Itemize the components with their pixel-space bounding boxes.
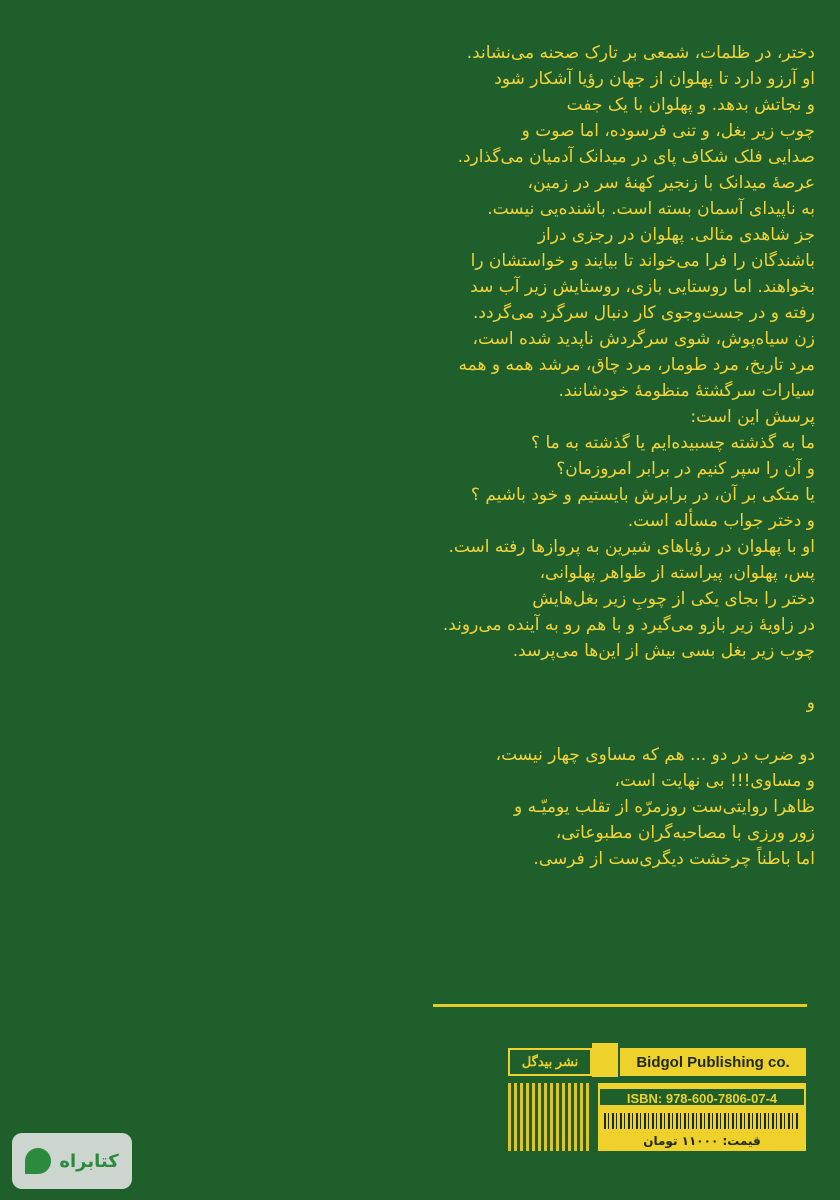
text-line: دختر را بجای یکی از چوبِ زیر بغل‌هایش <box>532 589 815 609</box>
text-line: پس، پهلوان، پیراسته از ظواهر پهلوانی، <box>539 563 815 583</box>
text-line: او آرزو دارد تا پهلوان از جهان رؤیا آشکار شود <box>494 69 815 89</box>
separator-word: و <box>806 693 815 713</box>
back-cover-text <box>25 40 815 872</box>
text-line: و دختر جواب مسأله است. <box>627 511 815 531</box>
watermark-text: کتابراه <box>59 1150 119 1172</box>
text-line: در زاویهٔ زیر بازو می‌گیرد و با هم رو به آینده می‌روند. <box>442 615 815 635</box>
text-line: مرد تاریخ، مرد طومار، مرد چاق، مرشد همه و همه <box>458 355 815 375</box>
text-line: و مساوی!!! بی نهایت است، <box>614 771 815 791</box>
text-line: جز شاهدی مثالی. پهلوان در رجزی دراز <box>537 225 815 245</box>
text-line: پرسش این است: <box>690 407 815 427</box>
text-line: اما باطناً چرخشت دیگری‌ست از فرسی. <box>533 849 815 869</box>
text-line: ظاهرا روایتی‌ست روزمرّه از تقلب یومیّـه و <box>514 797 815 817</box>
text-line: باشندگان را فرا می‌خواند تا بیایند و خواستشان را <box>470 251 815 271</box>
text-line: ما به گذشته چسبیده‌ایم یا گذشته به ما ؟ <box>531 433 815 453</box>
text-line: زور ورزی با مصاحبه‌گران مطبوعاتی، <box>555 823 815 843</box>
text-line: رفته و در جست‌وجوی کار دنبال سرگرد می‌گردد. <box>473 303 815 323</box>
text-line: به ناپیدای آسمان بسته است. باشنده‌یی نیست. <box>487 199 815 219</box>
spacer <box>25 716 815 742</box>
text-line: زن سیاه‌پوش، شوی سرگردش ناپدید شده است، <box>472 329 815 349</box>
decorative-stripes <box>508 1083 592 1151</box>
publisher-name-fa: نشر بیدگل <box>508 1048 592 1076</box>
text-line: و آن را سپر کنیم در برابر امروزمان؟ <box>556 459 815 479</box>
text-line: و نجاتش بدهد. و پهلوان با یک جفت <box>566 95 815 115</box>
text-line: سیارات سرگشتهٔ منظومهٔ خودشانند. <box>558 381 815 401</box>
publisher-imprint <box>508 1043 806 1153</box>
text-line: صدایی فلک شکاف پای در میدانک آدمیان می‌گذارد. <box>457 147 815 167</box>
text-line: یا متکی بر آن، در برابرش بایستیم و خود باشیم ؟ <box>470 485 815 505</box>
text-line: عرصهٔ میدانک با زنجیر کهنهٔ سر در زمین، <box>527 173 815 193</box>
publisher-logo-icon <box>592 1043 618 1077</box>
text-line: دو ضرب در دو ... هم که مساوی چهار نیست، <box>495 745 815 765</box>
text-line: بخواهند. اما روستایی بازی، روستایش زیر آب سد <box>470 277 815 297</box>
divider-rule <box>433 1004 807 1007</box>
publisher-name-en: Bidgol Publishing co. <box>620 1048 806 1076</box>
text-line: دختر، در ظلمات، شمعی بر تارک صحنه می‌نشاند. <box>466 43 815 63</box>
text-line: او با پهلوان در رؤیاهای شیرین به پروازها رفته است. <box>448 537 815 557</box>
watermark-logo-icon <box>25 1148 51 1174</box>
barcode-bars <box>604 1113 800 1129</box>
watermark-badge <box>12 1133 132 1189</box>
spacer <box>25 664 815 690</box>
price-label: قیمت: ۱۱۰۰۰ تومان <box>598 1131 806 1151</box>
text-line: چوب زیر بغل، و تنی فرسوده، اما صوت و <box>521 121 815 141</box>
isbn-label: ISBN: 978-600-7806-07-4 <box>598 1087 806 1107</box>
text-line: چوب زیر بغل بسی بیش از این‌ها می‌پرسد. <box>512 641 815 661</box>
